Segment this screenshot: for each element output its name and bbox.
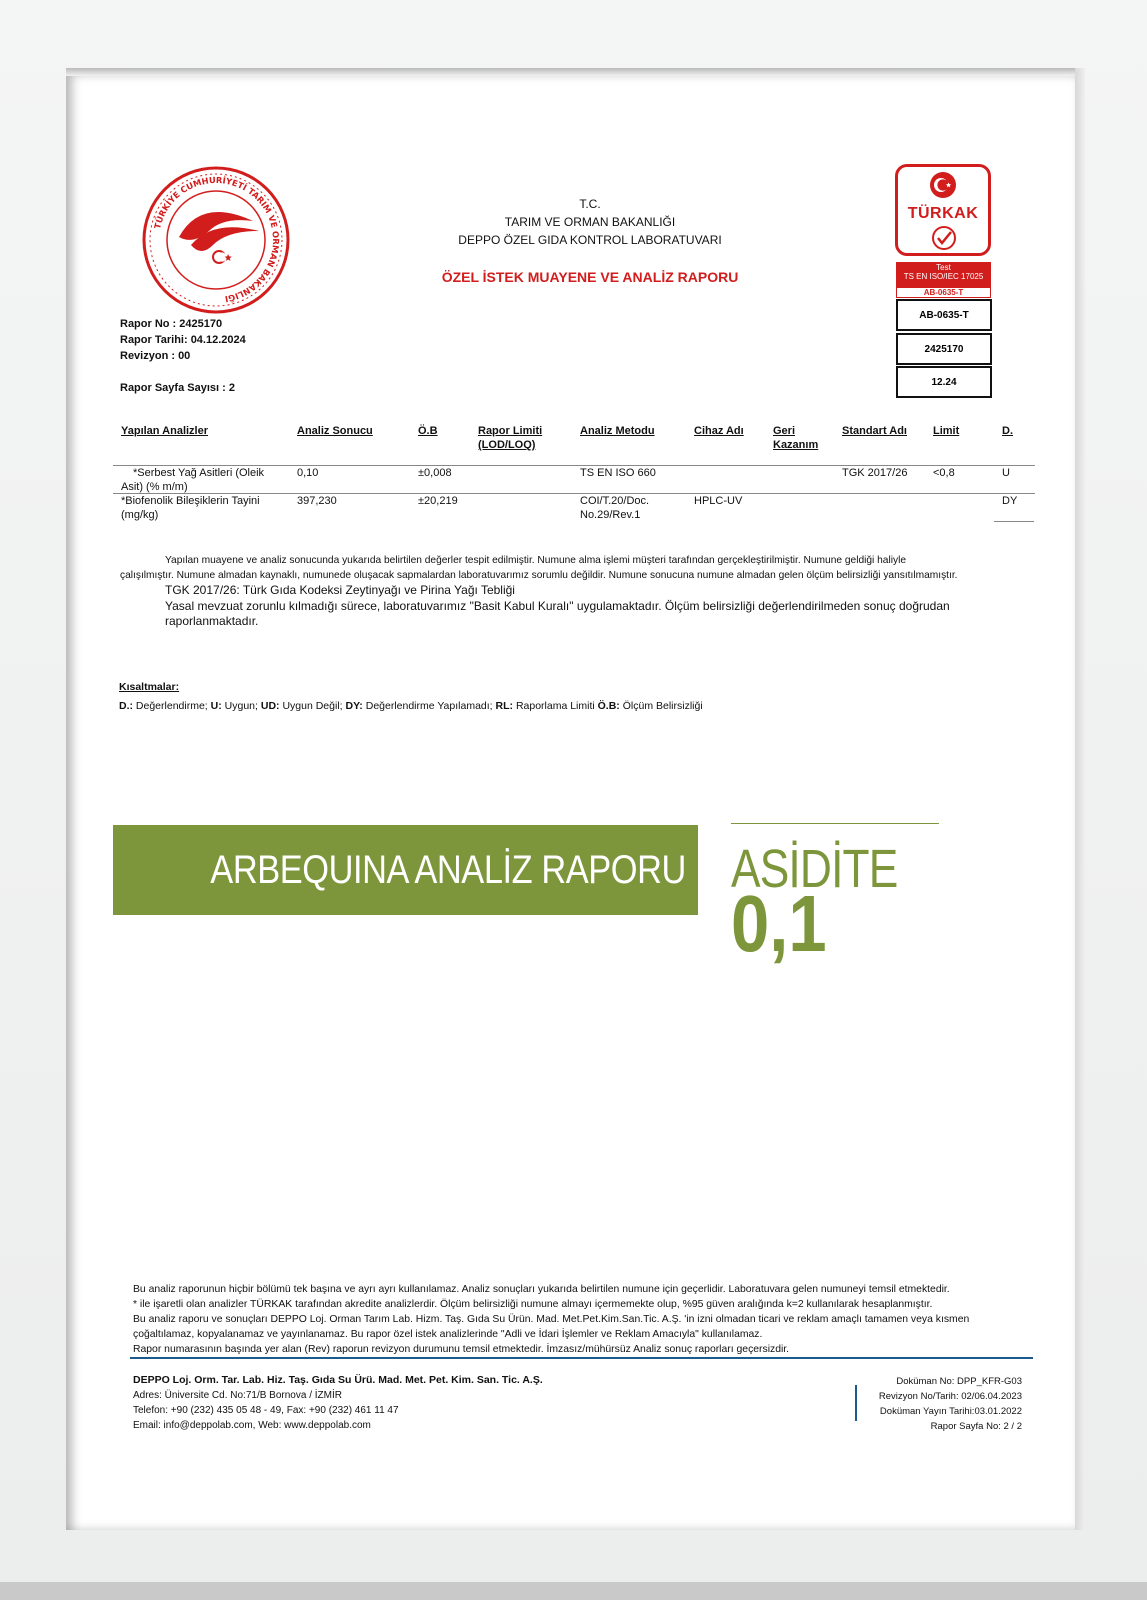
footer-email: Email: info@deppolab.com, Web: www.deppolab.com	[133, 1420, 371, 1431]
abbr-text: Raporlama Limiti	[515, 700, 595, 712]
col-result: Analiz Sonucu	[297, 425, 373, 437]
col-standard: Standart Adı	[842, 425, 907, 437]
footer-note: * ile işaretli olan analizler TÜRKAK tarafından akredite analizlerdir. Ölçüm belirsizliği numune almayı içermemekte olup, %95 güven aralığında k=2 kullanılarak hesaplanmıştır.	[133, 1299, 933, 1310]
product-banner	[113, 825, 698, 982]
header-laboratory: DEPPO ÖZEL GIDA KONTROL LABORATUVARI	[458, 233, 722, 247]
col-report-limit: Rapor Limiti (LOD/LOQ)	[478, 425, 543, 451]
abbr-key: Ö.B:	[597, 700, 620, 712]
footer-note: Bu analiz raporunun hiçbir bölümü tek başına ve ayrı ayrı kullanılamaz. Analiz sonuçları yukarıda belirtilen numune için geçerlidir. Laboratuvara gelen numuneyi temsil etmektedir.	[133, 1284, 950, 1295]
table-cell-analysis: *Biofenolik Bileşiklerin Tayini (mg/kg)	[121, 495, 260, 521]
acidity-label: ASİDİTE	[731, 839, 898, 899]
table-cell-method: TS EN ISO 660	[580, 467, 656, 479]
product-banner-title: ARBEQUINA ANALİZ RAPORU 2024	[210, 848, 686, 982]
footer-company: DEPPO Loj. Orm. Tar. Lab. Hiz. Taş. Gıda Su Ürü. Mad. Met. Pet. Kim. San. Tic. A.Ş.	[133, 1374, 543, 1386]
note-acceptance-rule-cont: raporlanmaktadır.	[165, 614, 259, 628]
col-analyses: Yapılan Analizler	[121, 425, 209, 437]
abbreviations-title: Kısaltmalar:	[119, 681, 180, 693]
footer-phone: Telefon: +90 (232) 435 05 48 - 49, Fax: +90 (232) 461 11 47	[133, 1405, 399, 1416]
table-rule-bottom	[994, 521, 1034, 522]
footer-address: Adres: Üniversite Cd. No:71/B Bornova / İZMİR	[133, 1390, 342, 1401]
abbr-key: RL:	[495, 700, 514, 712]
abbr-key: U:	[210, 700, 222, 712]
report-date: Rapor Tarihi: 04.12.2024	[120, 334, 246, 346]
report-title: ÖZEL İSTEK MUAYENE VE ANALİZ RAPORU	[441, 269, 739, 285]
footer-revision: Revizyon No/Tarih: 02/06.04.2023	[878, 1391, 1022, 1402]
note-acceptance-rule: Yasal mevzuat zorunlu kılmadığı sürece, laboratuvarımız "Basit Kabul Kuralı" uygulamaktadır. Ölçüm belirsizliği değerlendirilmeden sonuç doğrudan	[165, 599, 950, 613]
accreditation-type: Test	[936, 263, 951, 272]
footer-doc-number: Doküman No: DPP_KFR-G03	[896, 1376, 1022, 1387]
abbr-text: Değerlendirme Yapılamadı;	[365, 700, 493, 712]
col-device: Cihaz Adı	[694, 425, 744, 437]
col-limit: Limit	[933, 425, 960, 437]
footer-note: Rapor numarasının başında yer alan (Rev) raporun revizyon durumunu temsil etmektedir. İmzasız/mühürsüz Analiz sonuç raporları geçersizdir.	[133, 1344, 790, 1355]
check-mark-icon	[931, 225, 957, 251]
col-method: Analiz Metodu	[580, 425, 655, 437]
abbr-text: Ölçüm Belirsizliği	[622, 700, 703, 712]
table-cell-device: HPLC-UV	[694, 495, 743, 507]
note-paragraph-line2: çalışılmıştır. Numune almadan kaynaklı, numunede oluşacak sapmalardan laboratuvarımız sorumlu değildir. Numune sonucuna numune almadan gelen ölçüm belirsizliği yansıtılmamıştır.	[120, 570, 958, 581]
report-page-count: Rapor Sayfa Sayısı : 2	[120, 382, 235, 394]
header-tc: T.C.	[579, 197, 601, 211]
acidity-rule	[731, 823, 939, 824]
table-cell-evaluation: U	[1002, 467, 1010, 479]
col-evaluation: D.	[1002, 425, 1013, 437]
acidity-value: 0,1	[731, 879, 827, 968]
floor-shadow	[0, 1582, 1147, 1600]
abbr-key: DY:	[345, 700, 363, 712]
accreditation-number-box: AB-0635-T	[896, 299, 992, 331]
report-number: Rapor No : 2425170	[120, 318, 223, 330]
frame-inner-shadow-top	[66, 68, 1081, 76]
turkak-logo	[895, 164, 991, 256]
accreditation-code: AB-0635-T	[896, 287, 991, 298]
header-ministry: TARIM VE ORMAN BAKANLIĞI	[504, 215, 676, 229]
table-cell-limit: <0,8	[933, 467, 955, 479]
abbr-text: Değerlendirme;	[135, 700, 208, 712]
ministry-seal-logo	[141, 165, 291, 315]
note-standard-reference: TGK 2017/26: Türk Gıda Kodeksi Zeytinyağı ve Pirina Yağı Tebliği	[165, 583, 515, 597]
table-cell-result: 0,10	[297, 467, 319, 479]
table-cell-result: 397,230	[297, 495, 337, 507]
footer-note: Bu analiz raporu ve sonuçları DEPPO Loj. Orman Tarım Lab. Hizm. Taş. Gıda Su Ürün. Mad. Met.Pet.Kim.San.Tic. A.Ş. 'in izni olmadan ticari ve reklam amaçlı tamamen veya kısmen	[133, 1314, 970, 1325]
abbreviations-list	[119, 700, 703, 712]
footer-note: çoğaltılamaz, kopyalanamaz ve yayınlanamaz. Bu rapor özel istek analizlerinde "Adli ve İdari İşlemler ve Reklam Amacıyla" kullanılamaz.	[133, 1329, 763, 1340]
table-cell-uncertainty: ±0,008	[418, 467, 452, 479]
table-cell-analysis: *Serbest Yağ Asitleri (Oleik Asit) (% m/m)	[121, 467, 265, 493]
abbr-text: Uygun Değil;	[282, 700, 343, 712]
frame-inner-shadow-right	[1075, 68, 1085, 1530]
table-cell-uncertainty: ±20,219	[418, 495, 458, 507]
report-month-box: 12.24	[896, 366, 992, 398]
turkey-flag-icon	[929, 171, 957, 199]
abbr-key: UD:	[260, 700, 280, 712]
table-cell-evaluation: DY	[1002, 495, 1018, 507]
svg-text:TÜRKİYE CUMHURİYETİ TARIM VE O: TÜRKİYE CUMHURİYETİ TARIM VE ORMAN BAKANLIĞI	[152, 174, 282, 305]
table-cell-method: COI/T.20/Doc. No.29/Rev.1	[580, 495, 650, 521]
report-number-box: 2425170	[896, 333, 992, 365]
abbr-key: D.:	[119, 700, 133, 712]
accreditation-standard: TS EN ISO/IEC 17025	[903, 272, 984, 281]
col-recovery: Geri Kazanım	[773, 425, 819, 451]
col-uncertainty: Ö.B	[418, 425, 438, 437]
footer-divider	[130, 1357, 1033, 1359]
turkak-logo-text: TÜRKAK	[907, 205, 979, 222]
footer-publish-date: Doküman Yayın Tarihi:03.01.2022	[879, 1406, 1022, 1417]
abbr-text: Uygun;	[224, 700, 258, 712]
table-cell-standard: TGK 2017/26	[842, 467, 908, 479]
accreditation-band	[896, 262, 991, 288]
note-paragraph-line1: Yapılan muayene ve analiz sonucunda yukarıda belirtilen değerler tespit edilmiştir. Numune alma işlemi müşteri tarafından gerçekleştirilmiştir. Numune geldiği haliyle	[165, 555, 907, 566]
footer-page-number: Rapor Sayfa No: 2 / 2	[930, 1421, 1022, 1432]
report-revision: Revizyon : 00	[120, 350, 191, 362]
